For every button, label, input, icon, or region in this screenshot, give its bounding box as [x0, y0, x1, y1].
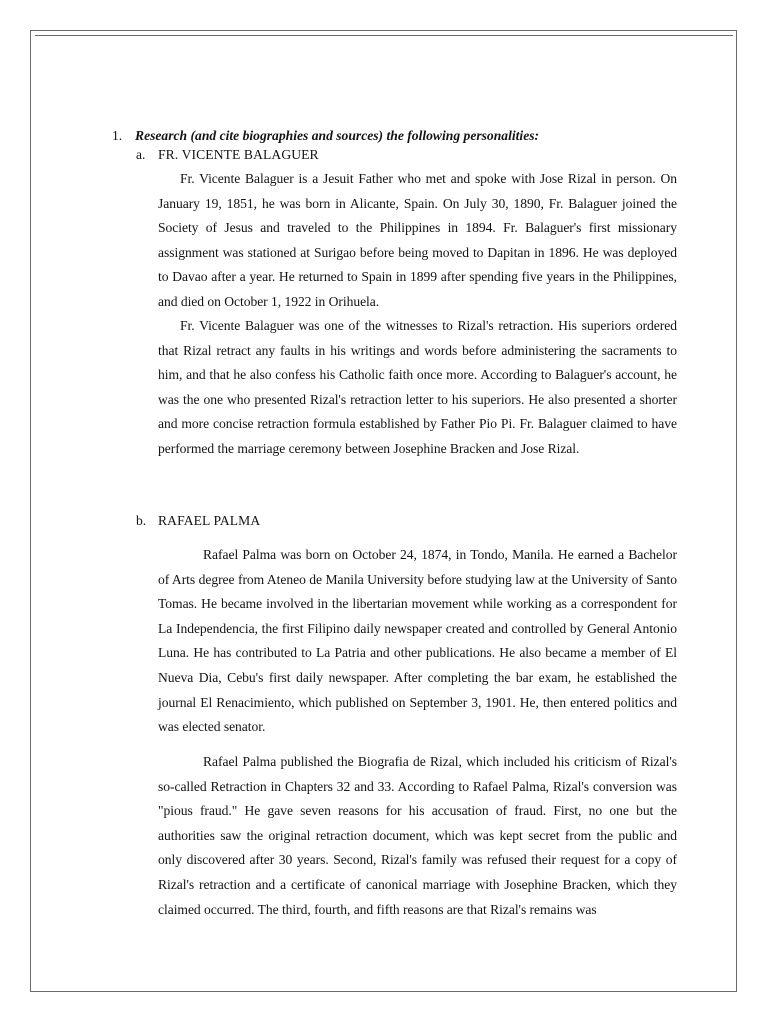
question-text: Research (and cite biographies and sources) the following personalities: [135, 128, 540, 143]
section-b-letter: b. [136, 513, 147, 528]
section-b-paragraph-2: Rafael Palma published the Biografia de Rizal, which included his criticism of Rizal's so-called Retraction in Chapters 32 and 33. According to Rafael Palma, Rizal's conversion was "pious fraud." He gave seven reasons for his accusation of fraud. First, no one but the authorities saw the original retraction document, which was kept secret from the public and only discovered after 30 years. Second, Rizal's family was refused their request for a copy of Rizal's retraction and a certificate of canonical marriage with Josephine Bracken, which they claimed occurred. The third, fourth, and fifth reasons are that Rizal's remains was [158, 754, 677, 917]
section-a-paragraph-1: Fr. Vicente Balaguer is a Jesuit Father who met and spoke with Jose Rizal in person. On January 19, 1851, he was born in Alicante, Spain. On July 30, 1890, Fr. Balaguer joined the Society of Jesus and traveled to the Philippines in 1894. Fr. Balaguer's first missionary assignment was stationed at Surigao before being moved to Dapitan in 1896. He was deployed to Davao after a year. He returned to Spain in 1899 after spending five years in the Philippines, and died on October 1, 1922 in Orihuela. [158, 171, 677, 309]
page-border-inner-line [35, 35, 733, 36]
section-b-title: RAFAEL PALMA [158, 513, 261, 528]
section-b-paragraph-1: Rafael Palma was born on October 24, 1874, in Tondo, Manila. He earned a Bachelor of Arts degree from Ateneo de Manila University before studying law at the University of Santo Tomas. He became involved in the libertarian movement while working as a correspondent for La Independencia, the first Filipino daily newspaper created and controlled by General Antonio Luna. He has contributed to La Patria and other publications. He also became a member of El Nueva Dia, Cebu's first daily newspaper. After completing the bar exam, he established the journal El Renacimiento, which published on September 3, 1901. He, then entered politics and was elected senator. [158, 547, 677, 735]
question-number: 1. [112, 128, 123, 143]
section-a-paragraph-2: Fr. Vicente Balaguer was one of the witnesses to Rizal's retraction. His superiors ordered that Rizal retract any faults in his writings and words before administering the sacraments to him, and that he also confess his Catholic faith once more. According to Balaguer's account, he was the one who presented Rizal's retraction letter to his superiors. He also presented a shorter and more concise retraction formula established by Father Pio Pi. Fr. Balaguer claimed to have performed the marriage ceremony between Josephine Bracken and Jose Rizal. [158, 318, 677, 456]
section-a-title: FR. VICENTE BALAGUER [158, 147, 319, 162]
section-a-letter: a. [136, 147, 146, 162]
